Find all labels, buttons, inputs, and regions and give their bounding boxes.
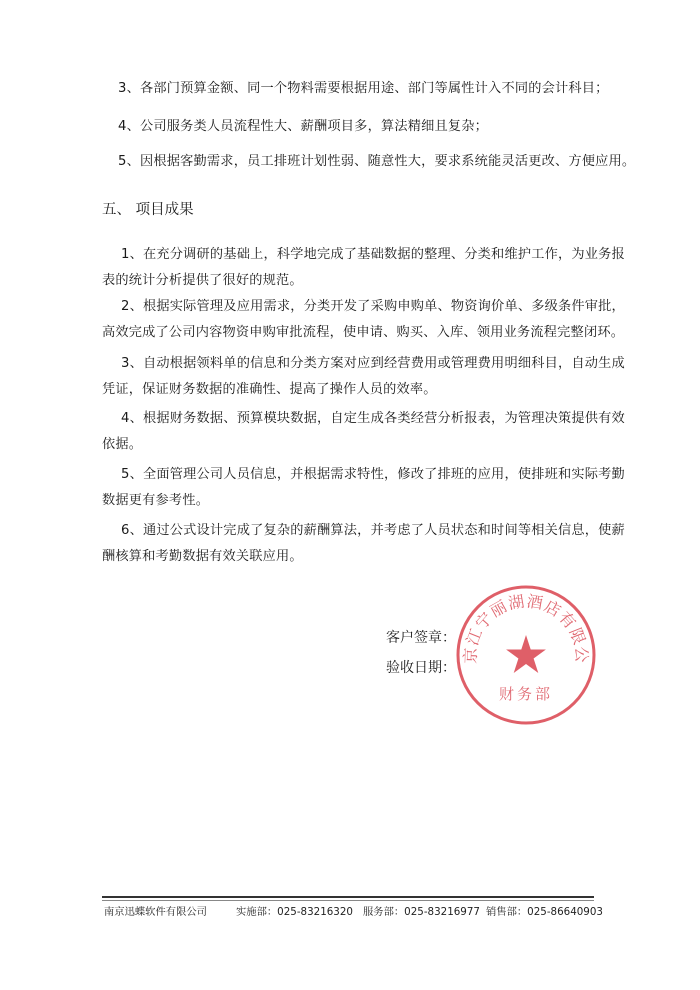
footer-service-phone: 服务部：025-83216977 — [363, 906, 480, 918]
result-item-2-line-1: 2、根据实际管理及应用需求，分类开发了采购申购单、物资询价单、多级条件审批， — [121, 299, 625, 314]
result-item-1-line-2: 表的统计分析提供了很好的规范。 — [102, 273, 303, 288]
result-item-3-line-2: 凭证，保证财务数据的准确性、提高了操作人员的效率。 — [102, 382, 437, 397]
footer-divider-thin — [102, 900, 594, 901]
seal-department-text: 财务部 — [498, 685, 554, 703]
result-item-1-line-1: 1、在充分调研的基础上，科学地完成了基础数据的整理、分类和维护工作，为业务报 — [121, 247, 625, 262]
result-item-6-line-1: 6、通过公式设计完成了复杂的薪酬算法，并考虑了人员状态和时间等相关信息，使薪 — [121, 523, 625, 538]
acceptance-date-label: 验收日期： — [386, 660, 456, 676]
requirement-item-5: 5、因根据客勤需求，员工排班计划性弱、随意性大，要求系统能灵活更改、方便应用。 — [118, 154, 636, 169]
seal-arc-text: 京江宁丽湖酒店有限公 — [460, 591, 592, 664]
result-item-3-line-1: 3、自动根据领料单的信息和分类方案对应到经营费用或管理费用明细科目，自动生成 — [121, 356, 625, 371]
requirement-item-4: 4、公司服务类人员流程性大、薪酬项目多，算法精细且复杂； — [118, 119, 489, 134]
result-item-2-line-2: 高效完成了公司内容物资申购审批流程，使申请、购买、入库、领用业务流程完整闭环。 — [102, 325, 625, 340]
seal-graphic — [454, 583, 598, 727]
requirement-item-3: 3、各部门预算金额、同一个物料需要根据用途、部门等属性计入不同的会计科目； — [118, 81, 609, 96]
result-item-5-line-1: 5、全面管理公司人员信息，并根据需求特性，修改了排班的应用，使排班和实际考勤 — [121, 467, 625, 482]
customer-signature-label: 客户签章： — [386, 630, 456, 646]
result-item-4-line-1: 4、根据财务数据、预算模块数据，自定生成各类经营分析报表，为管理决策提供有效 — [121, 411, 625, 426]
footer-sales-phone: 销售部：025-86640903 — [486, 906, 603, 918]
footer-divider — [102, 896, 594, 898]
star-icon — [506, 635, 546, 673]
company-seal — [454, 583, 598, 727]
footer-implementation-phone: 实施部：025-83216320 — [236, 906, 353, 918]
section-title: 五、 项目成果 — [102, 202, 194, 218]
footer-company: 南京迅蝶软件有限公司 — [104, 906, 207, 918]
result-item-5-line-2: 数据更有参考性。 — [102, 493, 210, 508]
result-item-6-line-2: 酬核算和考勤数据有效关联应用。 — [102, 549, 303, 564]
result-item-4-line-2: 依据。 — [102, 437, 143, 452]
